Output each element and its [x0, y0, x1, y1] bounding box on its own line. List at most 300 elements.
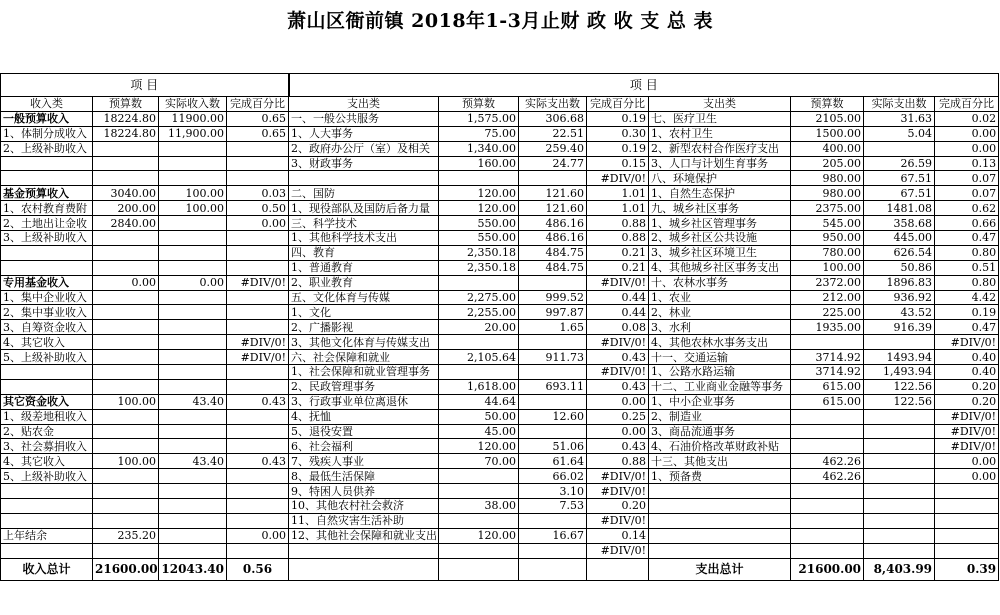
header-actual-spend: 实际支出数 [519, 97, 587, 112]
expense-category-cell: 9、特困人员供养 [289, 484, 439, 499]
expense2-budget-cell: 205.00 [791, 156, 864, 171]
table-row [1, 245, 999, 260]
expense2-actual-cell [864, 484, 935, 499]
income-pct-cell [227, 141, 289, 156]
expense-actual-cell: 486.16 [519, 231, 587, 246]
expense2-pct-cell [935, 513, 999, 528]
expense2-category-cell: 3、水利 [649, 320, 791, 335]
income-budget-cell [93, 409, 159, 424]
expense-pct-cell: 0.15 [587, 156, 649, 171]
expense2-actual-cell [864, 439, 935, 454]
table-row [1, 260, 999, 275]
income-budget-cell: 100.00 [93, 454, 159, 469]
expense2-actual-cell [864, 469, 935, 484]
income-actual-cell [159, 245, 227, 260]
expense-actual-cell: 484.75 [519, 245, 587, 260]
income-category-cell: 4、其它收入 [1, 454, 93, 469]
expense-budget-cell [439, 484, 519, 499]
expense2-actual-cell: 122.56 [864, 394, 935, 409]
expense2-category-cell [649, 499, 791, 514]
expenditure-band-label: 项 目 [289, 74, 999, 97]
expense2-budget-cell [791, 335, 864, 350]
expense2-actual-cell: 43.52 [864, 305, 935, 320]
expense-pct-cell: 0.44 [587, 305, 649, 320]
table-row [1, 305, 999, 320]
expense-budget-cell: 2,255.00 [439, 305, 519, 320]
expense-actual-cell [519, 335, 587, 350]
total-spacer [587, 558, 649, 580]
income-actual-cell [159, 171, 227, 186]
expense2-category-cell: 十三、其他支出 [649, 454, 791, 469]
expense-actual-cell: 999.52 [519, 290, 587, 305]
expense2-category-cell: 4、石油价格改革财政补贴 [649, 439, 791, 454]
expense2-category-cell: 2、新型农村合作医疗支出 [649, 141, 791, 156]
income-category-cell: 1、体制分成收入 [1, 126, 93, 141]
expense-budget-cell: 1,575.00 [439, 111, 519, 126]
expense2-actual-cell: 122.56 [864, 379, 935, 394]
income-pct-cell [227, 499, 289, 514]
table-row [1, 350, 999, 365]
table-row [1, 365, 999, 380]
expense-pct-cell: 0.44 [587, 290, 649, 305]
expense2-pct-cell: #DIV/0! [935, 424, 999, 439]
income-pct-cell: 0.65 [227, 111, 289, 126]
income-total-pct: 0.56 [227, 558, 289, 580]
expense-pct-cell: 0.21 [587, 245, 649, 260]
income-category-cell [1, 365, 93, 380]
expense-category-cell: 3、行政事业单位离退休 [289, 394, 439, 409]
expense2-pct-cell: 0.19 [935, 305, 999, 320]
table-row [1, 528, 999, 543]
expense-category-cell: 1、人大事务 [289, 126, 439, 141]
expense2-category-cell: 十一、交通运输 [649, 350, 791, 365]
expense-actual-cell: 51.06 [519, 439, 587, 454]
income-actual-cell: 43.40 [159, 454, 227, 469]
expense-pct-cell: #DIV/0! [587, 335, 649, 350]
table-row [1, 156, 999, 171]
expense-budget-cell: 75.00 [439, 126, 519, 141]
expense-pct-cell: #DIV/0! [587, 275, 649, 290]
table-row [1, 141, 999, 156]
income-actual-cell: 0.00 [159, 275, 227, 290]
expense2-category-cell [649, 484, 791, 499]
expense2-actual-cell: 1896.83 [864, 275, 935, 290]
income-category-cell: 上年结余 [1, 528, 93, 543]
expense-pct-cell: 0.00 [587, 424, 649, 439]
expense2-pct-cell: 0.66 [935, 216, 999, 231]
income-actual-cell [159, 484, 227, 499]
expense2-category-cell: 1、城乡社区管理事务 [649, 216, 791, 231]
expense-budget-cell: 70.00 [439, 454, 519, 469]
income-category-cell: 2、集中事业收入 [1, 305, 93, 320]
income-actual-cell [159, 335, 227, 350]
expense-pct-cell: 0.88 [587, 216, 649, 231]
expense-budget-cell: 2,350.18 [439, 260, 519, 275]
income-budget-cell [93, 543, 159, 558]
income-category-cell: 其它资金收入 [1, 394, 93, 409]
expense2-category-cell: 七、医疗卫生 [649, 111, 791, 126]
expense-pct-cell: #DIV/0! [587, 543, 649, 558]
expense-category-cell: 11、自然灾害生活补助 [289, 513, 439, 528]
expense2-budget-cell: 2375.00 [791, 201, 864, 216]
income-pct-cell [227, 409, 289, 424]
expense2-actual-cell: 1481.08 [864, 201, 935, 216]
table-row [1, 275, 999, 290]
income-pct-cell [227, 365, 289, 380]
expense2-category-cell: 4、其他城乡社区事务支出 [649, 260, 791, 275]
income-budget-cell [93, 171, 159, 186]
expense2-actual-cell: 50.86 [864, 260, 935, 275]
income-category-cell: 1、集中企业收入 [1, 290, 93, 305]
expense-category-cell: 1、现役部队及国防后备力量 [289, 201, 439, 216]
income-pct-cell: #DIV/0! [227, 350, 289, 365]
expense-budget-cell: 550.00 [439, 231, 519, 246]
header-budget: 预算数 [791, 97, 864, 112]
expense2-pct-cell: 0.13 [935, 156, 999, 171]
expense2-actual-cell: 26.59 [864, 156, 935, 171]
expense2-budget-cell: 100.00 [791, 260, 864, 275]
expense2-pct-cell [935, 499, 999, 514]
expense2-category-cell [649, 528, 791, 543]
expense-budget-cell [439, 513, 519, 528]
expense-actual-cell: 997.87 [519, 305, 587, 320]
income-actual-cell [159, 499, 227, 514]
expense2-budget-cell: 212.00 [791, 290, 864, 305]
header-completion-pct: 完成百分比 [587, 97, 649, 112]
expense2-budget-cell: 462.26 [791, 454, 864, 469]
income-budget-cell: 200.00 [93, 201, 159, 216]
income-category-cell [1, 484, 93, 499]
expense-actual-cell: 12.60 [519, 409, 587, 424]
expense2-actual-cell: 67.51 [864, 186, 935, 201]
expense2-budget-cell [791, 543, 864, 558]
expense2-category-cell: 2、林业 [649, 305, 791, 320]
income-actual-cell [159, 469, 227, 484]
expense-category-cell: 四、教育 [289, 245, 439, 260]
expense2-pct-cell: 0.51 [935, 260, 999, 275]
expense-pct-cell: 0.08 [587, 320, 649, 335]
expense-pct-cell: 0.88 [587, 231, 649, 246]
income-budget-cell: 18224.80 [93, 126, 159, 141]
expense-pct-cell: #DIV/0! [587, 365, 649, 380]
column-header-row [1, 97, 999, 112]
income-pct-cell [227, 379, 289, 394]
income-budget-cell [93, 260, 159, 275]
expense2-category-cell: 1、公路水路运输 [649, 365, 791, 380]
expense-budget-cell: 160.00 [439, 156, 519, 171]
expense2-actual-cell: 626.54 [864, 245, 935, 260]
income-pct-cell: #DIV/0! [227, 275, 289, 290]
expense2-budget-cell [791, 484, 864, 499]
table-row [1, 171, 999, 186]
income-category-cell [1, 379, 93, 394]
expense-actual-cell [519, 513, 587, 528]
expense-actual-cell: 61.64 [519, 454, 587, 469]
income-pct-cell [227, 156, 289, 171]
expense2-category-cell: 十、农林水事务 [649, 275, 791, 290]
expense2-actual-cell [864, 513, 935, 528]
expense-actual-cell: 24.77 [519, 156, 587, 171]
expense-budget-cell [439, 171, 519, 186]
expense-category-cell: 8、最低生活保障 [289, 469, 439, 484]
expense-actual-cell: 486.16 [519, 216, 587, 231]
income-budget-cell [93, 379, 159, 394]
expense2-category-cell: 十二、工业商业金融等事务 [649, 379, 791, 394]
expense-category-cell: 二、国防 [289, 186, 439, 201]
expense2-category-cell: 1、自然生态保护 [649, 186, 791, 201]
table-row [1, 379, 999, 394]
expense-category-cell: 2、职业教育 [289, 275, 439, 290]
expense2-actual-cell [864, 499, 935, 514]
expense2-pct-cell [935, 528, 999, 543]
income-actual-cell [159, 409, 227, 424]
income-pct-cell [227, 513, 289, 528]
income-pct-cell [227, 260, 289, 275]
header-budget: 预算数 [439, 97, 519, 112]
income-pct-cell: #DIV/0! [227, 335, 289, 350]
header-actual-spend: 实际支出数 [864, 97, 935, 112]
expense2-category-cell: 1、农村卫生 [649, 126, 791, 141]
income-actual-cell [159, 141, 227, 156]
expense-pct-cell: #DIV/0! [587, 469, 649, 484]
income-budget-cell [93, 290, 159, 305]
expense2-budget-cell [791, 409, 864, 424]
expense2-category-cell: 九、城乡社区事务 [649, 201, 791, 216]
expense-actual-cell: 66.02 [519, 469, 587, 484]
expense-budget-cell [439, 469, 519, 484]
expense2-actual-cell: 1,493.94 [864, 365, 935, 380]
expense2-category-cell: 3、商品流通事务 [649, 424, 791, 439]
expense-pct-cell: #DIV/0! [587, 513, 649, 528]
table-row [1, 499, 999, 514]
income-category-cell: 3、自筹资金收入 [1, 320, 93, 335]
expense-category-cell: 五、文化体育与传媒 [289, 290, 439, 305]
income-pct-cell [227, 320, 289, 335]
income-pct-cell: 0.43 [227, 454, 289, 469]
expense-actual-cell: 484.75 [519, 260, 587, 275]
income-category-cell [1, 171, 93, 186]
expense-category-cell: 5、退役安置 [289, 424, 439, 439]
expense-budget-cell: 20.00 [439, 320, 519, 335]
table-row [1, 409, 999, 424]
expense2-actual-cell [864, 543, 935, 558]
expense2-category-cell: 1、农业 [649, 290, 791, 305]
expense2-actual-cell [864, 141, 935, 156]
income-actual-cell [159, 379, 227, 394]
income-actual-cell [159, 528, 227, 543]
income-pct-cell [227, 439, 289, 454]
expense2-budget-cell: 3714.92 [791, 350, 864, 365]
income-category-cell: 1、级差地租收入 [1, 409, 93, 424]
expense2-pct-cell: 0.40 [935, 365, 999, 380]
income-actual-cell: 100.00 [159, 186, 227, 201]
expense2-pct-cell: 0.07 [935, 171, 999, 186]
income-budget-cell [93, 156, 159, 171]
expense2-category-cell: 4、其他农林水事务支出 [649, 335, 791, 350]
table-row [1, 126, 999, 141]
expense2-pct-cell: 0.02 [935, 111, 999, 126]
expense2-budget-cell: 1935.00 [791, 320, 864, 335]
header-income-category: 收入类 [1, 97, 93, 112]
expense2-actual-cell: 31.63 [864, 111, 935, 126]
total-spacer [289, 558, 439, 580]
income-pct-cell: 0.00 [227, 216, 289, 231]
expense-budget-cell: 120.00 [439, 186, 519, 201]
expense2-budget-cell: 400.00 [791, 141, 864, 156]
expense-actual-cell: 259.40 [519, 141, 587, 156]
income-actual-cell [159, 260, 227, 275]
income-category-cell: 3、社会募捐收入 [1, 439, 93, 454]
income-category-cell [1, 245, 93, 260]
expense-category-cell: 2、广播影视 [289, 320, 439, 335]
expense-actual-cell: 1.65 [519, 320, 587, 335]
income-pct-cell: 0.03 [227, 186, 289, 201]
expense-budget-cell [439, 543, 519, 558]
expense2-actual-cell: 358.68 [864, 216, 935, 231]
spend-total-label: 支出总计 [649, 558, 791, 580]
expense2-category-cell [649, 513, 791, 528]
expense2-pct-cell: #DIV/0! [935, 409, 999, 424]
expense-actual-cell: 121.60 [519, 201, 587, 216]
income-pct-cell: 0.50 [227, 201, 289, 216]
expense-pct-cell: 0.19 [587, 111, 649, 126]
expense2-pct-cell: 0.07 [935, 186, 999, 201]
income-budget-cell [93, 513, 159, 528]
income-category-cell: 专用基金收入 [1, 275, 93, 290]
expense-category-cell: 7、残疾人事业 [289, 454, 439, 469]
income-total-actual: 12043.40 [159, 558, 227, 580]
expense-actual-cell [519, 543, 587, 558]
income-budget-cell [93, 469, 159, 484]
expense2-category-cell: 1、中小企业事务 [649, 394, 791, 409]
header-completion-pct: 完成百分比 [935, 97, 999, 112]
expense-category-cell: 2、政府办公厅（室）及相关 [289, 141, 439, 156]
expense-actual-cell: 121.60 [519, 186, 587, 201]
header-actual-income: 实际收入数 [159, 97, 227, 112]
table-row [1, 394, 999, 409]
table-row [1, 201, 999, 216]
expense2-budget-cell [791, 499, 864, 514]
expense2-pct-cell [935, 543, 999, 558]
expense-actual-cell [519, 394, 587, 409]
expense-budget-cell [439, 275, 519, 290]
expense2-pct-cell: 0.80 [935, 275, 999, 290]
expense-pct-cell: 0.43 [587, 439, 649, 454]
income-budget-cell: 0.00 [93, 275, 159, 290]
expense2-pct-cell: 0.62 [935, 201, 999, 216]
expense-actual-cell: 306.68 [519, 111, 587, 126]
expense-pct-cell: 0.00 [587, 394, 649, 409]
expense2-actual-cell: 5.04 [864, 126, 935, 141]
expense-budget-cell: 2,350.18 [439, 245, 519, 260]
expense2-budget-cell: 780.00 [791, 245, 864, 260]
income-budget-cell: 3040.00 [93, 186, 159, 201]
income-actual-cell [159, 231, 227, 246]
expense-budget-cell: 45.00 [439, 424, 519, 439]
income-actual-cell [159, 156, 227, 171]
expense-actual-cell: 16.67 [519, 528, 587, 543]
expense-pct-cell: 0.20 [587, 499, 649, 514]
expense-budget-cell: 2,275.00 [439, 290, 519, 305]
expense2-budget-cell: 2372.00 [791, 275, 864, 290]
expense-pct-cell: 0.43 [587, 350, 649, 365]
income-category-cell: 5、上级补助收入 [1, 350, 93, 365]
income-pct-cell [227, 484, 289, 499]
expense-actual-cell [519, 365, 587, 380]
income-category-cell: 3、上级补助收入 [1, 231, 93, 246]
expense2-actual-cell [864, 424, 935, 439]
expense2-category-cell [649, 543, 791, 558]
expense2-pct-cell: 0.80 [935, 245, 999, 260]
income-budget-cell [93, 245, 159, 260]
header-completion-pct: 完成百分比 [227, 97, 289, 112]
expense-actual-cell: 22.51 [519, 126, 587, 141]
expense2-budget-cell: 3714.92 [791, 365, 864, 380]
expense2-category-cell: 2、城乡社区公共设施 [649, 231, 791, 246]
table-row [1, 484, 999, 499]
expense2-pct-cell: #DIV/0! [935, 335, 999, 350]
spend-total-actual: 8,403.99 [864, 558, 935, 580]
expense2-actual-cell [864, 335, 935, 350]
income-actual-cell [159, 320, 227, 335]
expense2-budget-cell: 545.00 [791, 216, 864, 231]
expense2-category-cell: 3、人口与计划生育事务 [649, 156, 791, 171]
expense-budget-cell: 1,618.00 [439, 379, 519, 394]
expense-actual-cell: 693.11 [519, 379, 587, 394]
expense-budget-cell: 120.00 [439, 439, 519, 454]
income-pct-cell [227, 305, 289, 320]
section-band-row [1, 74, 999, 97]
income-category-cell: 2、上级补助收入 [1, 141, 93, 156]
expense2-category-cell: 1、预备费 [649, 469, 791, 484]
expense2-budget-cell: 1500.00 [791, 126, 864, 141]
expense-actual-cell: 3.10 [519, 484, 587, 499]
expense-actual-cell [519, 275, 587, 290]
header-expenditure-category: 支出类 [289, 97, 439, 112]
income-actual-cell [159, 439, 227, 454]
expense-budget-cell: 550.00 [439, 216, 519, 231]
expense-budget-cell [439, 335, 519, 350]
income-pct-cell [227, 290, 289, 305]
expense2-actual-cell: 916.39 [864, 320, 935, 335]
table-row [1, 543, 999, 558]
expense-category-cell: 10、其他农村社会救济 [289, 499, 439, 514]
expense-budget-cell: 50.00 [439, 409, 519, 424]
expense2-pct-cell: 0.47 [935, 320, 999, 335]
expense-category-cell: 1、其他科学技术支出 [289, 231, 439, 246]
income-budget-cell: 235.20 [93, 528, 159, 543]
income-actual-cell: 11900.00 [159, 111, 227, 126]
expense2-category-cell: 八、环境保护 [649, 171, 791, 186]
expense2-pct-cell: #DIV/0! [935, 439, 999, 454]
table-row [1, 454, 999, 469]
income-category-cell [1, 513, 93, 528]
expense2-actual-cell [864, 409, 935, 424]
expense2-budget-cell [791, 513, 864, 528]
expense-category-cell: 6、社会福利 [289, 439, 439, 454]
income-category-cell: 2、贴农金 [1, 424, 93, 439]
income-pct-cell [227, 171, 289, 186]
income-total-budget: 21600.00 [93, 558, 159, 580]
income-pct-cell [227, 469, 289, 484]
income-actual-cell [159, 424, 227, 439]
expense-category-cell: 1、社会保障和就业管理事务 [289, 365, 439, 380]
expense-budget-cell: 120.00 [439, 528, 519, 543]
expense2-budget-cell: 615.00 [791, 394, 864, 409]
income-actual-cell [159, 216, 227, 231]
expense-pct-cell: 0.43 [587, 379, 649, 394]
expense-actual-cell: 7.53 [519, 499, 587, 514]
